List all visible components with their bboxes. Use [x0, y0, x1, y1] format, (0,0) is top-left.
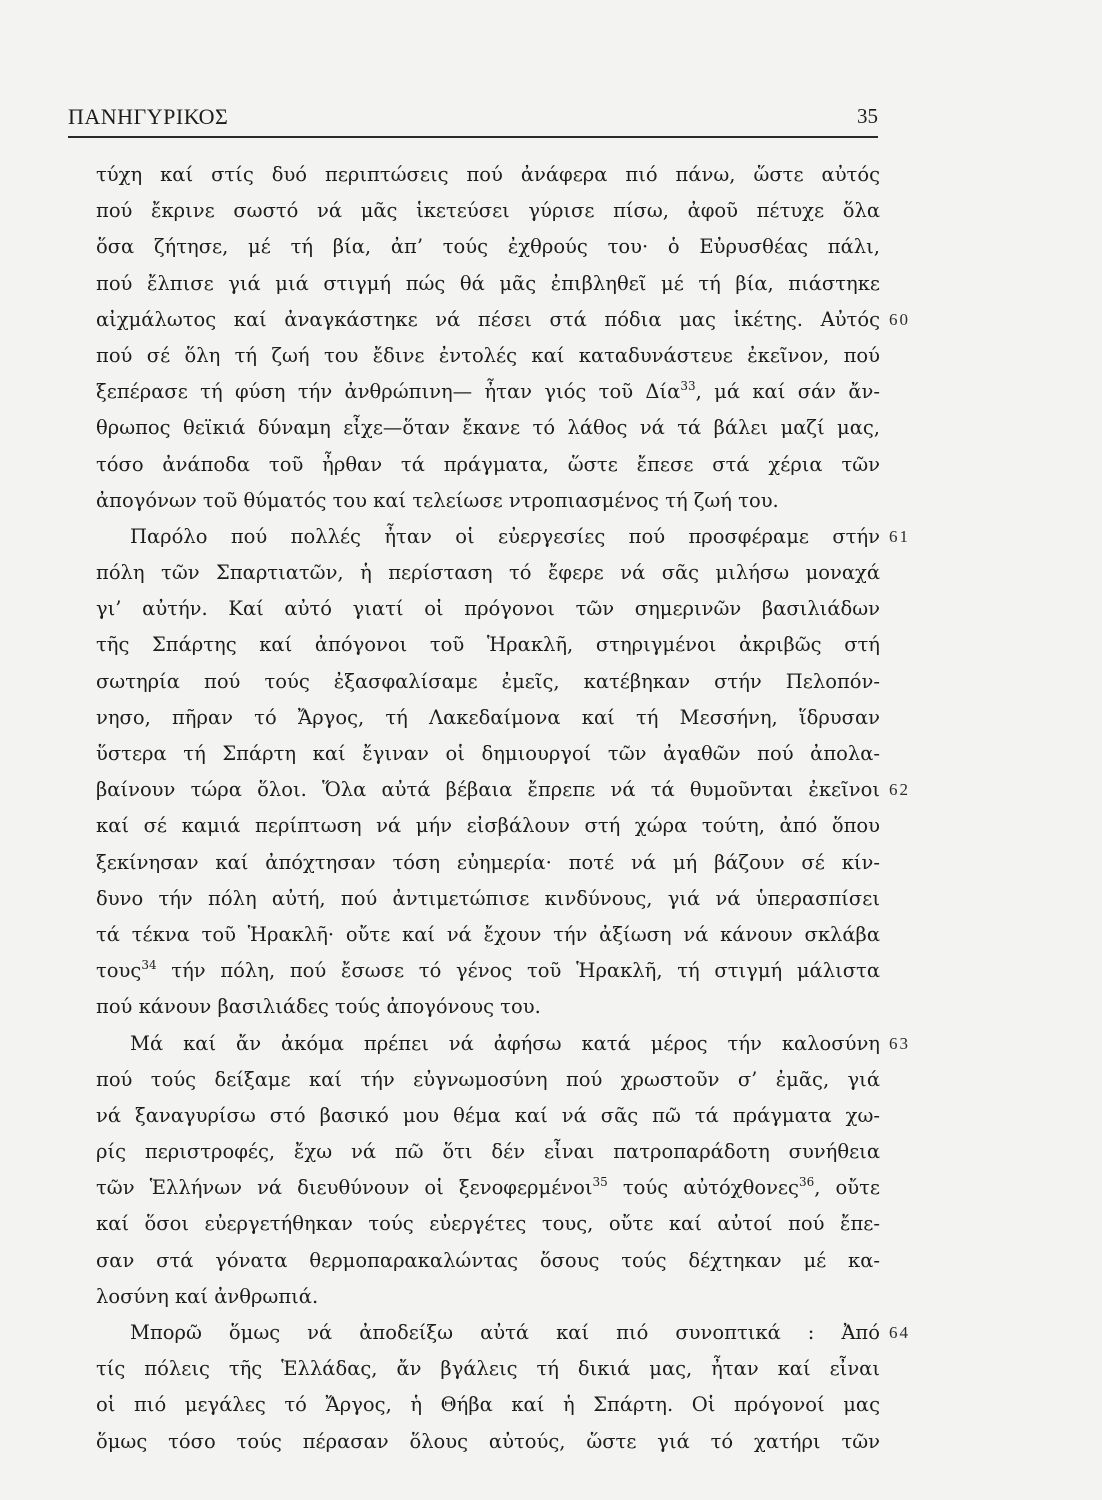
- text-line: [96, 1026, 910, 1062]
- line-text: τούς αὐτόχθονες: [607, 1176, 799, 1200]
- running-title: ΠΑΝΗΓΥΡΙΚΟΣ: [68, 104, 229, 129]
- line-text: πόλη τῶν Σπαρτιατῶν, ἡ περίσταση τό ἔφερε νά σᾶς μιλήσω μοναχά: [96, 561, 880, 585]
- line-text: τίς πόλεις τῆς Ἑλλάδας, ἄν βγάλεις τή δικιά μας, ἦταν καί εἶναι: [96, 1357, 880, 1381]
- line-text: βαίνουν τώρα ὅλοι. Ὅλα αὐτά βέβαια ἔπρεπε νά τά θυμοῦνται ἐκεῖνοι: [96, 778, 880, 802]
- text-line: [96, 157, 880, 193]
- line-text: ξεπέρασε τή φύση τήν ἀνθρώπινη— ἦταν γιός τοῦ Δία: [96, 380, 681, 404]
- line-text: δυνο τήν πόλη αὐτή, πού ἀντιμετώπισε κινδύνους, γιά νά ὑπερασπίσει: [96, 886, 880, 910]
- header-rule: [68, 136, 878, 138]
- text-line: [96, 1098, 880, 1134]
- section-number: 63: [889, 1033, 910, 1053]
- line-text: καί σέ καμιά περίπτωση νά μήν εἰσβάλουν στή χώρα τούτη, ἀπό ὅπου: [96, 814, 880, 838]
- text-line: [96, 700, 880, 736]
- line-text: τῶν Ἑλλήνων νά διευθύνουν οἱ ξενοφερμένοι: [96, 1176, 593, 1200]
- line-text: ὅσα ζήτησε, μέ τή βία, ἀπ’ τούς ἐχθρούς του· ὁ Εὐρυσθέας πάλι,: [96, 235, 880, 259]
- text-line: [96, 917, 880, 953]
- text-line: [96, 1170, 880, 1206]
- text-line: [96, 1206, 880, 1242]
- line-text: πού ἔκρινε σωστό νά μᾶς ἱκετεύσει γύρισε πίσω, ἀφοῦ πέτυχε ὅλα: [96, 199, 880, 223]
- line-text: ἀπογόνων τοῦ θύματός του καί τελείωσε ντροπιασμένος τή ζωή του.: [96, 488, 779, 512]
- line-text: αἰχμάλωτος καί ἀναγκάστηκε νά πέσει στά πόδια μας ἱκέτης. Αὐτός: [96, 307, 880, 331]
- line-text: σωτηρία πού τούς ἐξασφαλίσαμε ἐμεῖς, κατέβηκαν στήν Πελοπόν-: [96, 669, 880, 693]
- page-number: 35: [857, 104, 878, 128]
- text-line: [96, 266, 880, 302]
- line-text: πού τούς δείξαμε καί τήν εὐγνωμοσύνη πού χρωστοῦν σ’ ἐμᾶς, γιά: [96, 1067, 880, 1091]
- line-text: γι’ αὐτήν. Καί αὐτό γιατί οἱ πρόγονοι τῶν σημερινῶν βασιλιάδων: [96, 597, 880, 621]
- text-line: [96, 229, 880, 265]
- line-text: ρίς περιστροφές, ἔχω νά πῶ ὅτι δέν εἶναι πατροπαράδοτη συνήθεια: [96, 1140, 880, 1164]
- section-number: 61: [889, 526, 910, 546]
- text-line: [96, 627, 880, 663]
- text-line: [96, 591, 880, 627]
- line-text: Παρόλο πού πολλές ἦταν οἱ εὐεργεσίες πού προσφέραμε στήν: [130, 524, 880, 548]
- line-text: τήν πόλη, πού ἔσωσε τό γένος τοῦ Ἡρακλῆ, τή στιγμή μάλιστα: [156, 959, 880, 983]
- line-text: Μπορῶ ὅμως νά ἀποδείξω αὐτά καί πιό συνοπτικά : Ἀπό: [130, 1321, 880, 1344]
- footnote-ref: 36: [798, 1175, 815, 1190]
- text-line: [96, 519, 910, 555]
- text-line: [96, 193, 880, 229]
- line-text: τόσο ἀνάποδα τοῦ ἦρθαν τά πράγματα, ὥστε ἔπεσε στά χέρια τῶν: [96, 452, 880, 476]
- text-line: [96, 1351, 880, 1387]
- line-text: Μά καί ἄν ἀκόμα πρέπει νά ἀφήσω κατά μέρος τήν καλοσύνη: [130, 1031, 880, 1055]
- section-number: 62: [889, 780, 910, 800]
- line-text: , μά καί σάν ἄν-: [695, 380, 880, 404]
- text-line: [96, 881, 880, 917]
- text-line: [96, 1134, 880, 1170]
- line-text: πού σέ ὅλη τή ζωή του ἔδινε ἐντολές καί καταδυνάστευε ἐκεῖνον, πού: [96, 343, 880, 367]
- line-text: πού κάνουν βασιλιάδες τούς ἀπογόνους του.: [96, 995, 541, 1019]
- text-line: [96, 302, 910, 338]
- text-line: [96, 736, 880, 772]
- text-line: [96, 447, 880, 483]
- text-line: [96, 410, 880, 446]
- text-line: [96, 1243, 880, 1279]
- footnote-ref: 33: [680, 379, 696, 394]
- line-text: , οὔτε: [814, 1176, 880, 1200]
- line-text: ὅμως τόσο τούς πέρασαν ὅλους αὐτούς, ὥστε γιά τό χατήρι τῶν: [96, 1429, 880, 1453]
- footnote-ref: 34: [141, 958, 157, 973]
- text-line: [96, 374, 880, 410]
- line-text: νησο, πῆραν τό Ἄργος, τή Λακεδαίμονα καί τή Μεσσήνη, ἵδρυσαν: [96, 705, 880, 729]
- page-header: [68, 104, 878, 136]
- text-line: [96, 808, 880, 844]
- section-number: 60: [889, 309, 910, 329]
- text-line: [96, 664, 880, 700]
- line-text: σαν στά γόνατα θερμοπαρακαλώντας ὅσους τούς δέχτηκαν μέ κα-: [96, 1248, 880, 1272]
- text-line: [96, 483, 880, 519]
- line-text: τά τέκνα τοῦ Ἡρακλῆ· οὔτε καί νά ἔχουν τήν ἀξίωση νά κάνουν σκλάβα: [96, 922, 880, 946]
- text-line: [96, 845, 880, 881]
- line-text: ὕστερα τή Σπάρτη καί ἔγιναν οἱ δημιουργοί τῶν ἀγαθῶν πού ἀπολα-: [96, 742, 880, 765]
- line-text: πού ἔλπισε γιά μιά στιγμή πώς θά μᾶς ἐπιβληθεῖ μέ τή βία, πιάστηκε: [96, 271, 880, 295]
- text-line: [96, 338, 880, 374]
- text-line: [96, 1424, 880, 1460]
- text-line: [96, 953, 880, 989]
- line-text: καί ὅσοι εὐεργετήθηκαν τούς εὐεργέτες τους, οὔτε καί αὐτοί πού ἔπε-: [96, 1212, 880, 1236]
- text-line: [96, 1279, 880, 1315]
- line-text: ξεκίνησαν καί ἀπόχτησαν τόση εὐημερία· ποτέ νά μή βάζουν σέ κίν-: [96, 850, 880, 874]
- footnote-ref: 35: [592, 1175, 608, 1190]
- text-line: [96, 555, 880, 591]
- line-text: θρωπος θεϊκιά δύναμη εἶχε—ὅταν ἔκανε τό λάθος νά τά βάλει μαζί μας,: [96, 416, 880, 440]
- text-line: [96, 772, 910, 808]
- line-text: νά ξαναγυρίσω στό βασικό μου θέμα καί νά σᾶς πῶ τά πράγματα χω-: [96, 1103, 880, 1127]
- text-line: [96, 1387, 880, 1423]
- line-text: οἱ πιό μεγάλες τό Ἄργος, ἡ Θήβα καί ἡ Σπάρτη. Οἱ πρόγονοί μας: [96, 1393, 880, 1417]
- line-text: τους: [96, 959, 142, 983]
- section-number: 64: [889, 1323, 910, 1342]
- text-line: [96, 1315, 910, 1351]
- line-text: τύχη καί στίς δυό περιπτώσεις πού ἀνάφερα πιό πάνω, ὥστε αὐτός: [96, 163, 880, 186]
- line-text: λοσύνη καί ἀνθρωπιά.: [96, 1284, 319, 1308]
- text-line: [96, 1062, 880, 1098]
- text-line: [96, 989, 880, 1025]
- text-body: [96, 157, 910, 1460]
- line-text: τῆς Σπάρτης καί ἀπόγονοι τοῦ Ἡρακλῆ, στηριγμένοι ἀκριβῶς στή: [96, 633, 880, 657]
